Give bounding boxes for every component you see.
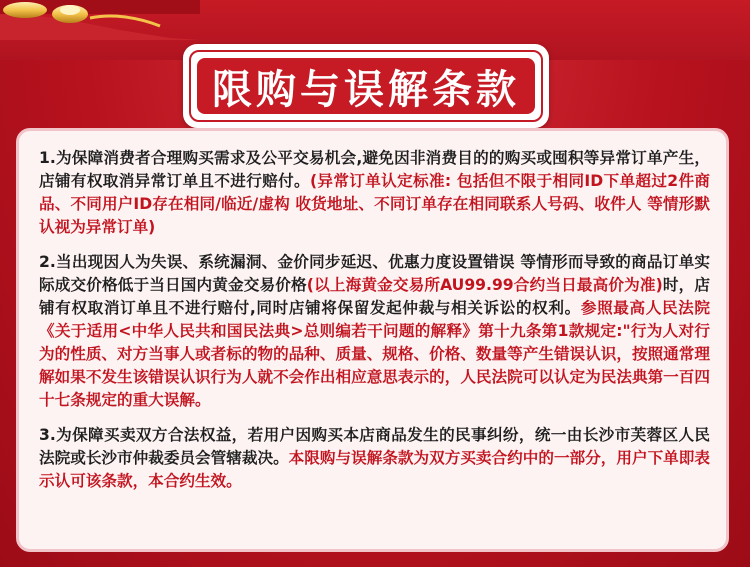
title-plate bbox=[183, 44, 549, 128]
terms-card bbox=[16, 128, 729, 552]
page-title: 限购与误解条款 bbox=[212, 66, 520, 113]
clause-1 bbox=[39, 147, 710, 239]
clause-3-highlight: 本限购与误解条款为双方买卖合约中的一部分，用户下单即表示认可该条款，本合约生效。 bbox=[39, 449, 710, 490]
clause-1-text: 1.为保障消费者合理购买需求及公平交易机会,避免因非消费目的的购买或囤积等异常订单产生，店铺有权取消异常订单且不进行赔付。 bbox=[39, 149, 710, 190]
clause-2-text: 2.当出现因人为失误、系统漏洞、金价同步延迟、优惠力度设置错误 等情形而导致的商品订单实际成交价格低于当日国内黄金交易价格 bbox=[39, 253, 710, 294]
clause-2-highlight: (以上海黄金交易所AU99.99合约当日最高价为准) bbox=[306, 276, 663, 294]
clause-1-highlight: (异常订单认定标准: 包括但不限于相同ID下单超过2件商品、不同用户ID存在相同/临近/虚构 收货地址、不同订单存在相同联系人号码、收件人 等情形默认视为异常订单) bbox=[39, 172, 710, 236]
gold-ingot-icon bbox=[0, 0, 200, 40]
clause-3 bbox=[39, 424, 710, 493]
clause-2-text-continued: 时，店铺有权取消订单且不进行赔付,同时店铺将保留发起仲裁与相关诉讼的权利。 bbox=[39, 276, 710, 317]
clause-2 bbox=[39, 251, 710, 412]
clause-2-legal-citation: 参照最高人民法院《关于适用<中华人民共和国民法典>总则编若干问题的解释》第十九条第1款规定:"行为人对行为的性质、对方当事人或者标的物的品种、质量、规格、价格、数量等产生错误认识，按照通常理解如果不发生该错误认识行为人就不会作出相应意思表示的，人民法院可以认定为民法典第一百四十七条规定的重大误解。 bbox=[39, 299, 710, 409]
title-banner bbox=[197, 58, 535, 114]
clause-3-text: 3.为保障买卖双方合法权益，若用户因购买本店商品发生的民事纠纷，统一由长沙市芙蓉区人民法院或长沙市仲裁委员会管辖裁决。 bbox=[39, 426, 710, 467]
